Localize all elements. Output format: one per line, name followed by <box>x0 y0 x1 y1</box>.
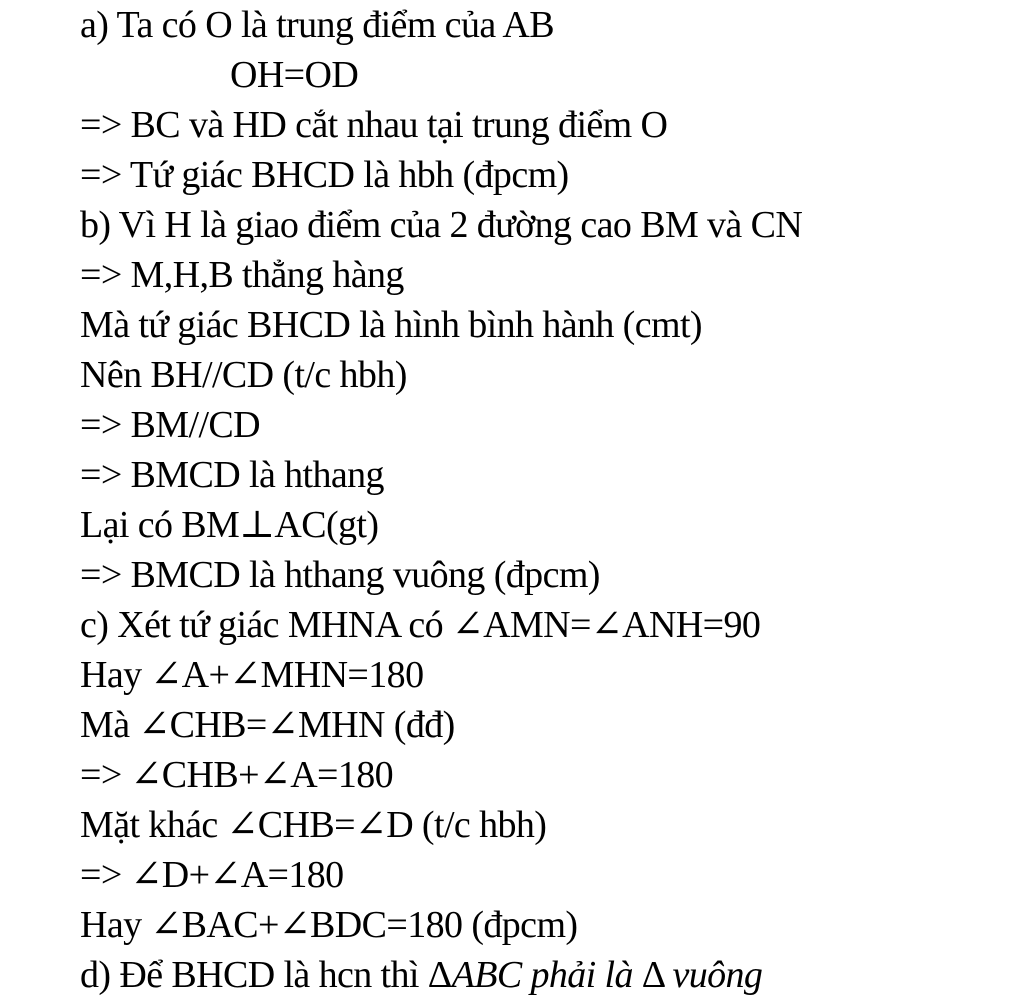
part-d-delta: Δ <box>632 954 673 996</box>
text-line-part-b: b) Vì H là giao điểm của 2 đường cao BM và CN <box>80 204 803 246</box>
part-d-italic-end: vuông <box>672 954 763 996</box>
text-line: Hay ∠BAC+∠BDC=180 (đpcm) <box>80 904 578 946</box>
text-line-part-a: a) Ta có O là trung điểm của AB <box>80 4 555 46</box>
text-line: => BMCD là hthang <box>80 454 384 496</box>
text-line: => BC và HD cắt nhau tại trung điểm O <box>80 104 668 146</box>
part-d-prefix: d) Để BHCD là hcn thì Δ <box>80 954 452 996</box>
text-line: Nên BH//CD (t/c hbh) <box>80 354 407 396</box>
text-line: Mà tứ giác BHCD là hình bình hành (cmt) <box>80 304 702 346</box>
text-line: => ∠D+∠A=180 <box>80 854 344 896</box>
text-line-part-c: c) Xét tứ giác MHNA có ∠AMN=∠ANH=90 <box>80 604 761 646</box>
text-line: => ∠CHB+∠A=180 <box>80 754 394 796</box>
text-line: Lại có BM⊥AC(gt) <box>80 504 379 546</box>
text-line: Mà ∠CHB=∠MHN (đđ) <box>80 704 455 746</box>
text-line: => Tứ giác BHCD là hbh (đpcm) <box>80 154 569 196</box>
text-line: Hay ∠A+∠MHN=180 <box>80 654 424 696</box>
part-d-italic: ABC phải là <box>451 954 633 996</box>
text-line: => BMCD là hthang vuông (đpcm) <box>80 554 600 596</box>
text-line-part-d <box>80 950 762 1000</box>
text-line-oh-od: OH=OD <box>230 54 359 96</box>
text-line: => M,H,B thẳng hàng <box>80 254 404 296</box>
text-line: Mặt khác ∠CHB=∠D (t/c hbh) <box>80 804 547 846</box>
text-line: => BM//CD <box>80 404 260 446</box>
